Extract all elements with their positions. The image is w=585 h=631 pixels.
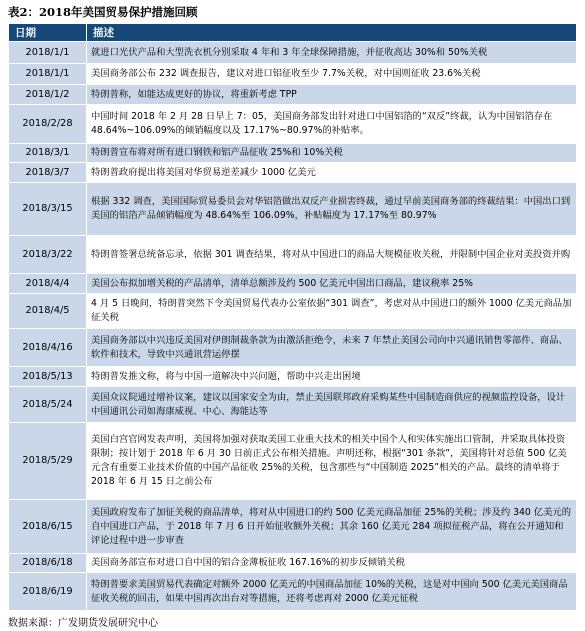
row-date: 2018/4/4: [9, 274, 87, 294]
row-date: 2018/4/16: [9, 329, 87, 367]
table-title: 表2：2018年美国贸易保护措施回顾: [8, 5, 198, 19]
row-date: 2018/3/7: [9, 163, 87, 183]
row-date: 2018/6/18: [9, 554, 87, 573]
row-date: 2018/1/1: [9, 42, 87, 64]
data-source-note: 数据来源：广发期货发展研究中心: [8, 618, 158, 629]
table-row: [9, 329, 577, 367]
row-date: 2018/5/29: [9, 423, 87, 500]
row-date: 2018/3/22: [9, 236, 87, 274]
table-row: [9, 85, 577, 105]
row-description: 中国时间 2018 年 2 月 28 日早上 7：05，美国商务部发出针对进口中国铝箔的“双反”终裁，认为中国铝箔存在 48.64%~106.09%的倾销幅度以及 17.17%~80.97%的补贴率。: [87, 105, 577, 144]
row-description: 就进口光伏产品和大型洗衣机分别采取 4 年和 3 年全球保障措施，并征收高达 30%和 50%关税: [87, 42, 577, 64]
row-date: 2018/4/5: [9, 294, 87, 329]
table-row: [9, 387, 577, 423]
table-row: [9, 294, 577, 329]
row-description: 特朗普要求美国贸易代表确定对额外 2000 亿美元的中国商品加征 10%的关税，这是对中国向 500 亿美元美国商品征收关税的回击，如果中国再次出台对等措施，还将考虑再对 2000 亿美元征税: [87, 573, 577, 611]
row-description: 美国白宫官网发表声明，美国将加强对获取美国工业重大技术的相关中国个人和实体实施出口管制，并采取具体投资限制；按计划于 2018 年 6 月 30 日前正式公布相关措施。声明还称，根据“301 条款”，美国将针对总值 500 亿美元含有重要工业技术价值的中国产品征收 25%的关税，包含那些与“中国制造 2025”相关的产品。最终的清单将于 2018 年 6 月 15 日之前公布: [87, 423, 577, 500]
row-description: 美国政府发布了加征关税的商品清单，将对从中国进口的约 500 亿美元商品加征 25%的关税；涉及约 340 亿美元的自中国进口产品，于 2018 年 7 月 6 日开始征收额外关税；其余 160 亿美元 284 项拟征税产品，将在公开通知和评论过程中进一步审查: [87, 500, 577, 554]
row-date: 2018/5/24: [9, 387, 87, 423]
row-description: 特朗普签署总统备忘录，依据 301 调查结果，将对从中国进口的商品大规模征收关税，并限制中国企业对美投资并购: [87, 236, 577, 274]
table-row: [9, 236, 577, 274]
table-row: [9, 367, 577, 387]
trade-measures-table: [8, 23, 577, 611]
row-date: 2018/1/2: [9, 85, 87, 105]
table-row: [9, 105, 577, 144]
table-row: [9, 144, 577, 163]
row-date: 2018/5/13: [9, 367, 87, 387]
table-row: [9, 42, 577, 64]
table-row: [9, 500, 577, 554]
row-date: 2018/3/15: [9, 183, 87, 236]
table-row: [9, 554, 577, 573]
table-row: [9, 573, 577, 611]
row-description: 特朗普政府提出将美国对华贸易逆差减少 1000 亿美元: [87, 163, 577, 183]
table-header-row: [9, 24, 577, 42]
row-date: 2018/2/28: [9, 105, 87, 144]
row-date: 2018/6/19: [9, 573, 87, 611]
row-description: 4 月 5 日晚间，特朗普突然下令美国贸易代表办公室依据“301 调查”，考虑对从中国进口的额外 1000 亿美元商品加征关税: [87, 294, 577, 329]
row-date: 2018/1/1: [9, 64, 87, 85]
row-date: 2018/6/15: [9, 500, 87, 554]
row-description: 特朗普发推文称，将与中国一道解决中兴问题，帮助中兴走出困境: [87, 367, 577, 387]
row-description: 美国商务部公布 232 调查报告，建议对进口铝征收至少 7.7%关税，对中国则征收 23.6%关税: [87, 64, 577, 85]
row-description: 美国众议院通过增补议案，建议以国家安全为由，禁止美国联邦政府采购某些中国制造商供应的视频监控设备，设计中国通讯公司如海康威视、中心、海能达等: [87, 387, 577, 423]
table-row: [9, 163, 577, 183]
row-description: 根据 332 调查，美国国际贸易委员会对华铝箔做出双反产业损害终裁，通过早前美国商务部的终裁结果：中国出口到美国的铝箔产品倾销幅度为 48.64%至 106.09%，补贴幅度为 17.17%至 80.97%: [87, 183, 577, 236]
table-row: [9, 64, 577, 85]
row-description: 美国商务部宣布对进口自中国的铝合金薄板征收 167.16%的初步反倾销关税: [87, 554, 577, 573]
table-row: [9, 274, 577, 294]
row-description: 特朗普称，如能达成更好的协议，将重新考虑 TPP: [87, 85, 577, 105]
table-row: [9, 423, 577, 500]
column-header-description: 描述: [87, 24, 577, 42]
row-date: 2018/3/1: [9, 144, 87, 163]
row-description: 特朗普宣布将对所有进口钢铁和铝产品征收 25%和 10%关税: [87, 144, 577, 163]
table-row: [9, 183, 577, 236]
row-description: 美国公布拟加增关税的产品清单，清单总额涉及约 500 亿美元中国出口商品，建议税率 25%: [87, 274, 577, 294]
row-description: 美国商务部以中兴违反美国对伊朗制裁条款为由激活拒绝令，未来 7 年禁止美国公司向中兴通讯销售零部件、商品、软件和技术，导致中兴通讯营运停摆: [87, 329, 577, 367]
column-header-date: 日期: [9, 24, 87, 42]
